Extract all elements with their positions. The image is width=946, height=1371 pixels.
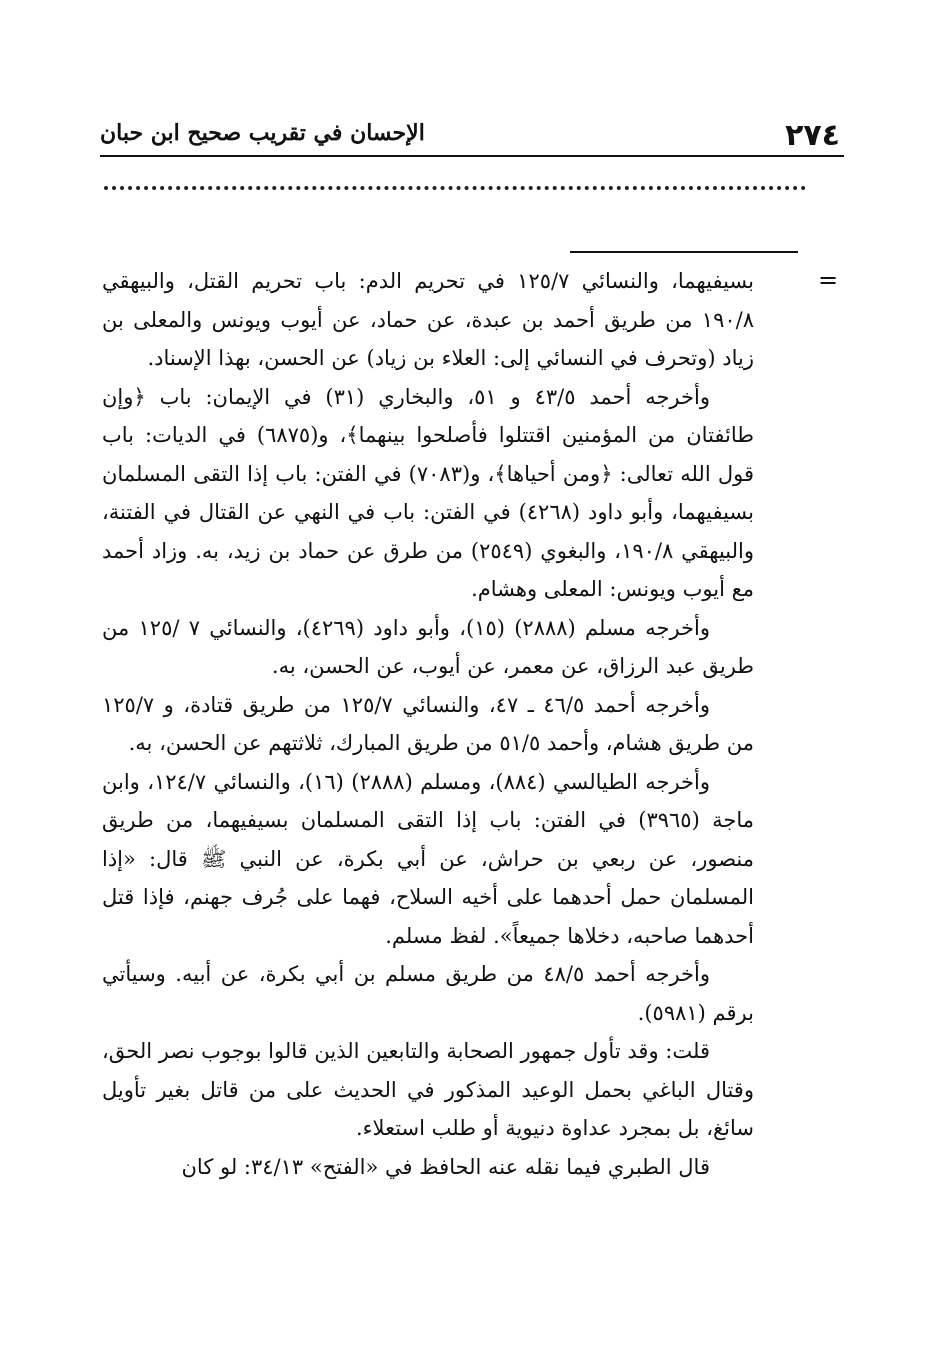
header-rule <box>100 155 844 157</box>
page-number: ٢٧٤ <box>785 118 840 153</box>
paragraph: وأخرجه أحمد ٤٣/٥ و ٥١، والبخاري (٣١) في الإيمان: باب ﴿وإن طائفتان من المؤمنين اقتتلوا فأصلحوا بينهما﴾، و(٦٨٧٥) في الديات: باب قول الله تعالى: ﴿ومن أحياها﴾، و(٧٠٨٣) في الفتن: باب إذا التقى المسلمان بسيفيهما، وأبو داود (٤٢٦٨) في الفتن: باب في النهي عن القتال في الفتنة، والبيهقي ١٩٠/٨، والبغوي (٢٥٤٩) من طرق عن حماد بن زيد، به. وزاد أحمد مع أيوب ويونس: المعلى وهشام. <box>102 384 755 601</box>
paragraph: وأخرجه مسلم (٢٨٨٨) (١٥)، وأبو داود (٤٢٦٩)، والنسائي ٧ /١٢٥ من طريق عبد الرزاق، عن معمر، عن أيوب، عن الحسن، به. <box>102 615 754 678</box>
continuation-mark: = <box>818 266 839 294</box>
paragraph: وأخرجه أحمد ٤٨/٥ من طريق مسلم بن أبي بكرة، عن أبيه. وسيأتي برقم (٥٩٨١). <box>102 962 754 1025</box>
paragraph: وأخرجه أحمد ٤٦/٥ ـ ٤٧، والنسائي ١٢٥/٧ من طريق قتادة، و ١٢٥/٧ من طريق هشام، وأحمد ٥١/٥ من طريق المبارك، ثلاثتهم عن الحسن، به. <box>102 692 754 755</box>
footnote-rule <box>570 251 798 253</box>
running-title: الإحسان في تقريب صحيح ابن حبان <box>100 120 425 146</box>
paragraph: قلت: وقد تأول جمهور الصحابة والتابعين الذين قالوا بوجوب نصر الحق، وقتال الباغي بحمل الوعيد المذكور في الحديث على من قاتل بغير تأويل سائغ، بل بمجرد عداوة دنيوية أو طلب استعلاء. <box>102 1039 754 1140</box>
footnote-body <box>102 262 754 1186</box>
paragraph: قال الطبري فيما نقله عنه الحافظ في «الفتح» ٣٤/١٣: لو كان <box>181 1154 710 1179</box>
dotted-separator <box>104 186 806 190</box>
paragraph: بسيفيهما، والنسائي ١٢٥/٧ في تحريم الدم: باب تحريم القتل، والبيهقي ١٩٠/٨ من طريق أحمد بن عبدة، عن حماد، عن أيوب ويونس والمعلى بن زياد (وتحرف في النسائي إلى: العلاء بن زياد) عن الحسن، بهذا الإسناد. <box>102 269 754 370</box>
paragraph: وأخرجه الطيالسي (٨٨٤)، ومسلم (٢٨٨٨) (١٦)، والنسائي ١٢٤/٧، وابن ماجة (٣٩٦٥) في الفتن: باب إذا التقى المسلمان بسيفيهما، من طريق منصور، عن ربعي بن حراش، عن أبي بكرة، عن النبي ﷺ قال: «إذا المسلمان حمل أحدهما على أخيه السلاح، فهما على جُرف جهنم، فإذا قتل أحدهما صاحبه، دخلاها جميعاً». لفظ مسلم. <box>102 769 754 948</box>
